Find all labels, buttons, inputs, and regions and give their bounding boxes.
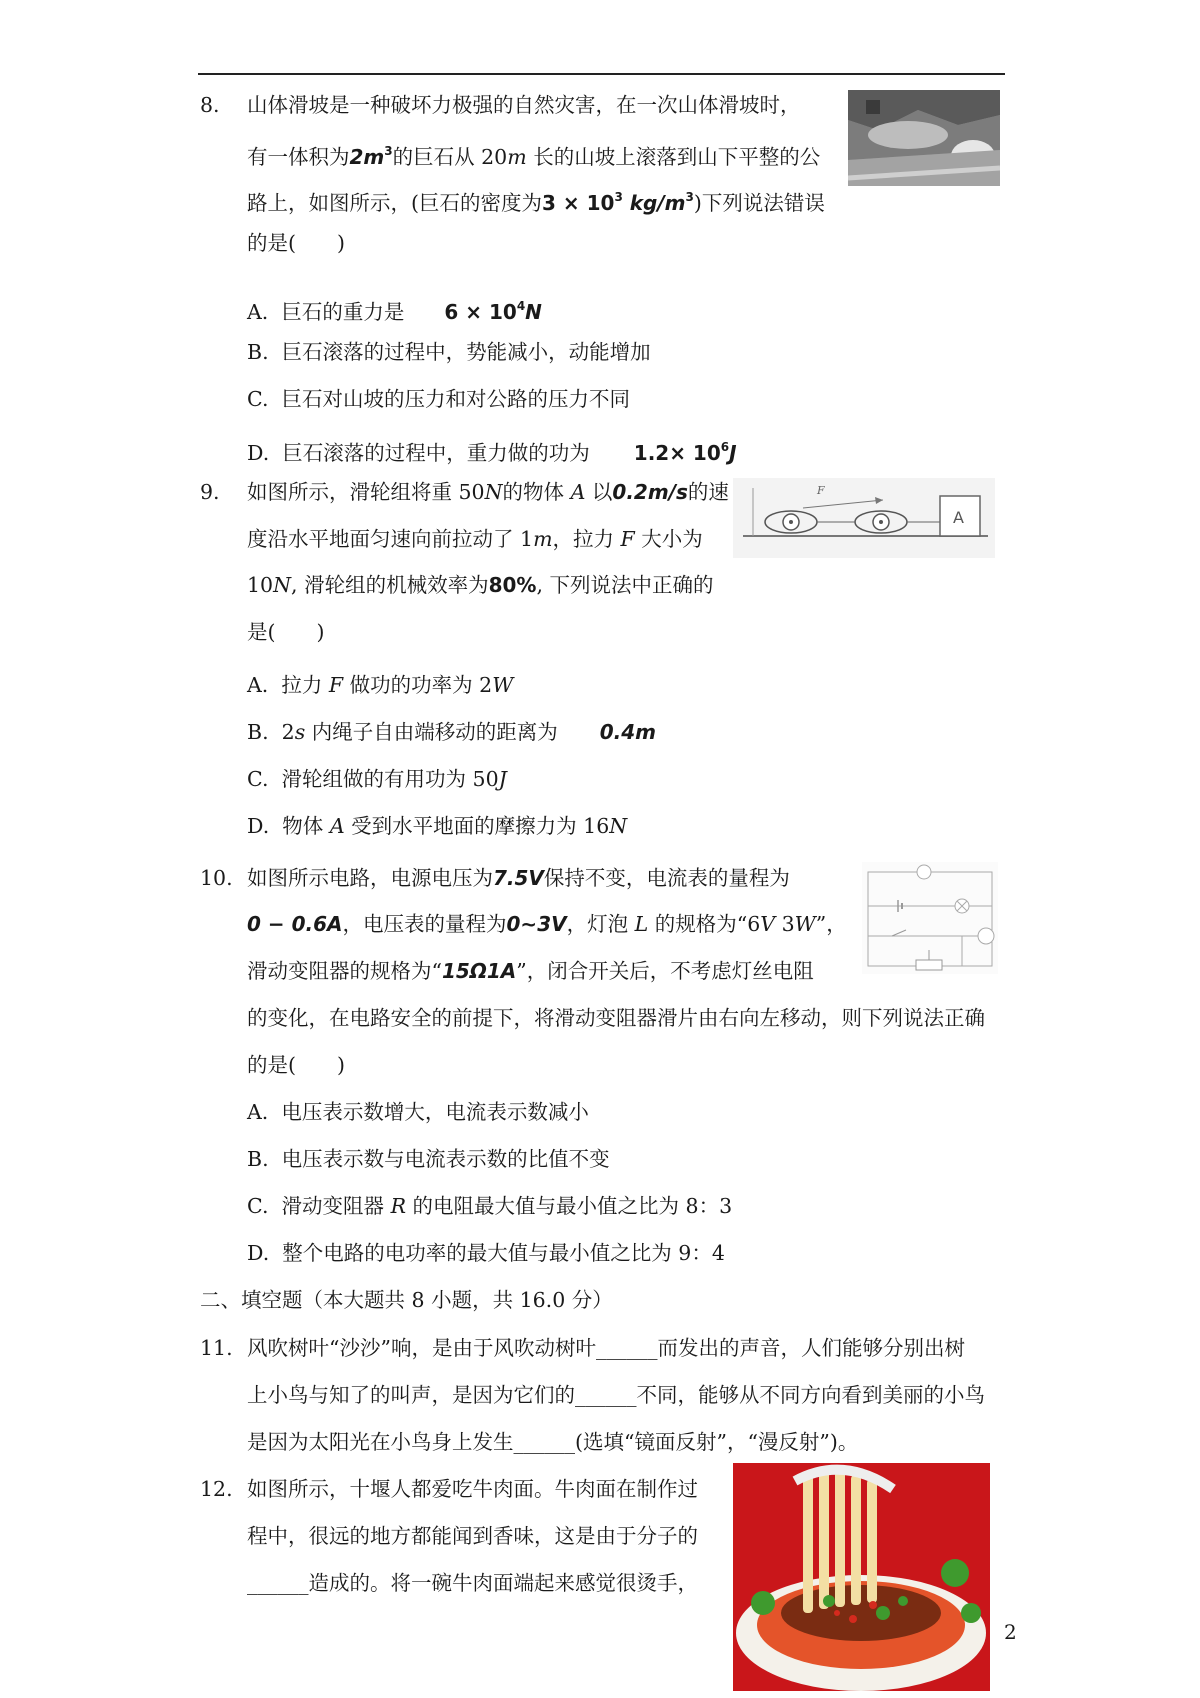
- q8-line-2: 有一体积为$2m^3$的巨石从 20m 长的山坡上滚落到山下平整的公: [247, 144, 821, 169]
- q10-option-d[interactable]: D. 整个电路的电功率的最大值与最小值之比为 9：4: [247, 1241, 725, 1265]
- q9-pulley-figure: [733, 478, 995, 558]
- q10-option-b[interactable]: B. 电压表示数与电流表示数的比值不变: [247, 1147, 610, 1171]
- q9-line-4: 是( ): [247, 620, 325, 644]
- q9-option-d[interactable]: D. 物体 A 受到水平地面的摩擦力为 16N: [247, 814, 628, 838]
- q8-line-1: 山体滑坡是一种破坏力极强的自然灾害，在一次山体滑坡时，: [247, 93, 801, 117]
- header-rule: [198, 73, 1005, 75]
- label-f: F: [817, 484, 825, 497]
- q8-option-a[interactable]: A. 巨石的重力是 $6 \times 10^4N$: [247, 299, 542, 324]
- q10-line-1: 如图所示电路，电源电压为7.5V保持不变，电流表的量程为: [247, 866, 790, 890]
- pulley-diagram: [733, 478, 995, 558]
- page-number: 2: [1004, 1620, 1017, 1644]
- q9-option-b[interactable]: B. 2s 内绳子自由端移动的距离为 0.4m: [247, 720, 657, 744]
- q9-line-3: 10N, 滑轮组的机械效率为80%, 下列说法中正确的: [247, 573, 714, 597]
- q10-line-4: 的变化，在电路安全的前提下，将滑动变阻器滑片由右向左移动，则下列说法正确: [247, 1006, 985, 1030]
- q9-line-2: 度沿水平地面匀速向前拉动了 1m，拉力 F 大小为: [247, 527, 703, 551]
- circuit-diagram: [862, 862, 998, 974]
- q12-line-2: 程中，很远的地方都能闻到香味，这是由于分子的: [247, 1524, 698, 1548]
- q8-line-3: 路上，如图所示，(巨石的密度为$3 \times 10^3$ $kg/m^3$)下列说法错误: [247, 190, 825, 215]
- q8-option-d[interactable]: D. 巨石滚落的过程中，重力做的功为 $1.2\times 10^6J$: [247, 440, 737, 465]
- q12-number: 12.: [200, 1477, 233, 1501]
- q11-line-3: 是因为太阳光在小鸟身上发生______(选填“镜面反射”，“漫反射”)。: [247, 1430, 859, 1454]
- q10-circuit-figure: [862, 862, 998, 974]
- voltmeter-icon: [917, 865, 931, 879]
- q8-number: 8.: [200, 93, 220, 117]
- q10-line-5: 的是( ): [247, 1053, 345, 1077]
- q11-number: 11.: [200, 1336, 233, 1360]
- q9-number: 9.: [200, 480, 220, 504]
- label-a: A: [953, 508, 964, 527]
- section-2-heading: 二、填空题（本大题共 8 小题，共 16.0 分）: [200, 1288, 613, 1312]
- q9-line-1: 如图所示，滑轮组将重 50N的物体 A 以0.2m/s的速: [247, 480, 729, 504]
- lamp-icon: [955, 899, 969, 913]
- q9-option-a[interactable]: A. 拉力 F 做功的功率为 2W: [247, 673, 514, 697]
- q12-beef-noodle-photo: [733, 1463, 990, 1691]
- q10-number: 10.: [200, 866, 233, 890]
- noodle-image: [733, 1463, 990, 1691]
- q10-line-3: 滑动变阻器的规格为“15Ω1A”，闭合开关后，不考虑灯丝电阻: [247, 959, 814, 983]
- q8-landslide-photo: [848, 90, 1000, 186]
- q8-line-4: 的是( ): [247, 231, 345, 255]
- q12-line-3: ______造成的。将一碗牛肉面端起来感觉很烫手，: [247, 1571, 698, 1595]
- q8-option-b[interactable]: B. 巨石滚落的过程中，势能减小，动能增加: [247, 340, 651, 364]
- q12-line-1: 如图所示，十堰人都爱吃牛肉面。牛肉面在制作过: [247, 1477, 698, 1501]
- ammeter-icon: [978, 928, 994, 944]
- q11-line-1: 风吹树叶“沙沙”响，是由于风吹动树叶______而发出的声音，人们能够分别出树: [247, 1336, 965, 1360]
- q10-line-2: 0 − 0.6A，电压表的量程为0∼3V，灯泡 L 的规格为“6V 3W”，: [247, 912, 847, 936]
- q10-option-a[interactable]: A. 电压表示数增大，电流表示数减小: [247, 1100, 589, 1124]
- landslide-image: [848, 90, 1000, 186]
- q11-line-2: 上小鸟与知了的叫声，是因为它们的______不同，能够从不同方向看到美丽的小鸟: [247, 1383, 985, 1407]
- q8-option-c[interactable]: C. 巨石对山坡的压力和对公路的压力不同: [247, 387, 631, 411]
- q9-option-c[interactable]: C. 滑轮组做的有用功为 50J: [247, 767, 507, 791]
- q10-option-c[interactable]: C. 滑动变阻器 R 的电阻最大值与最小值之比为 8：3: [247, 1194, 733, 1218]
